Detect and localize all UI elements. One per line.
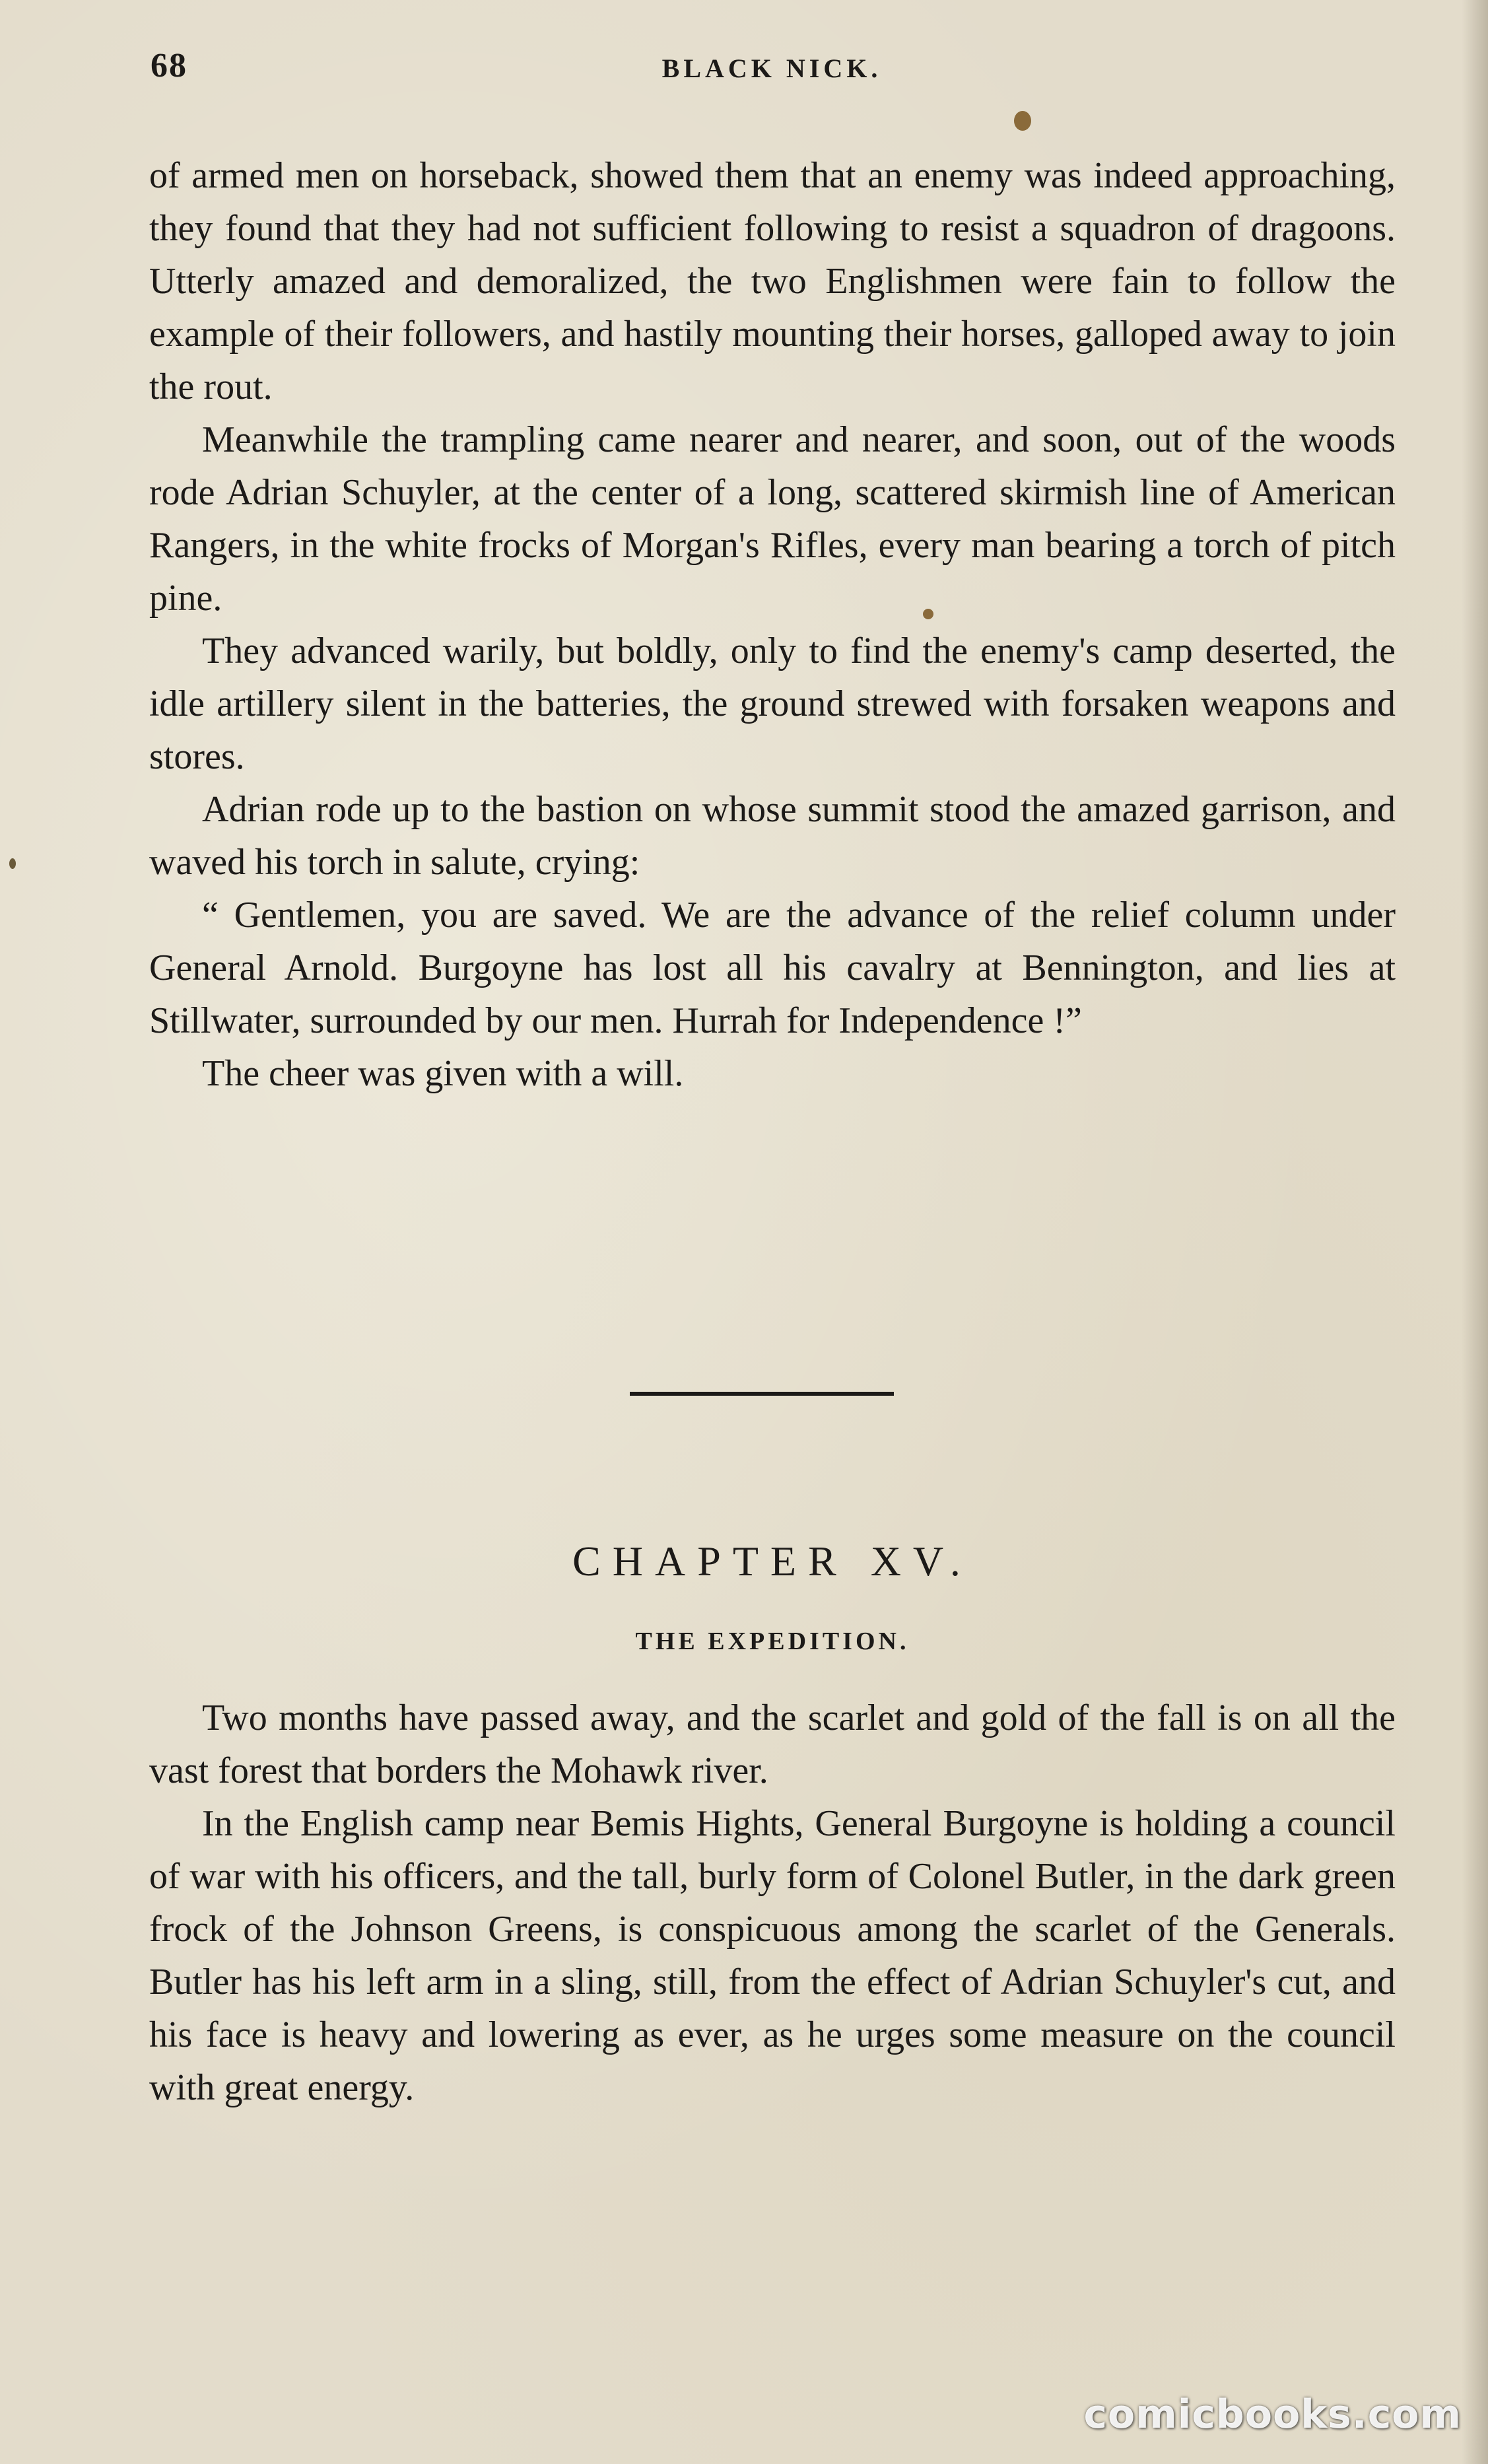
section-divider xyxy=(630,1392,894,1396)
paragraph: Meanwhile the trampling came nearer and nearer, and soon, out of the woods rode Adrian Schuyler, at the center of a long, scattered skirmish line of American Rangers, in the white frocks of Morgan's Rifles, every man bearing a torch of pitch pine. xyxy=(149,419,1396,619)
paragraph: of armed men on horseback, showed them that an enemy was indeed approaching, they found that they had not sufficient following to resist a squadron of dragoons. Utterly amazed and demoralized, the two Englishmen were fain to follow the example of their followers, and hastily mounting their horses, galloped away to join the rout. xyxy=(149,155,1396,407)
paragraph: In the English camp near Bemis Hights, General Burgoyne is holding a council of war with his officers, and the tall, burly form of Colonel Butler, in the dark green frock of the Johnson Greens, is conspicuous among the scarlet of the Generals. Butler has his left arm in a sling, still, from the effect of Adrian Schuyler's cut, and his face is heavy and lowering as ever, as he urges some measure on the council with great energy. xyxy=(149,1803,1396,2108)
paragraph: Adrian rode up to the bastion on whose summit stood the amazed garrison, and waved his torch in salute, crying: xyxy=(149,789,1396,883)
chapter-subtitle: THE EXPEDITION. xyxy=(635,1627,910,1655)
paragraph: The cheer was given with a will. xyxy=(202,1053,684,1094)
page-header xyxy=(151,46,1393,92)
body-text xyxy=(149,149,1396,1100)
page-edge-shadow xyxy=(1462,0,1488,2464)
watermark: comicbooks.com xyxy=(1083,2391,1462,2438)
paragraph: “ Gentlemen, you are saved. We are the advance of the relief column under General Arnold. Burgoyne has lost all his cavalry at Bennington, and lies at Stillwater, surrounded by our men. Hurrah for Independence !” xyxy=(149,895,1396,1041)
ink-speck xyxy=(9,858,16,869)
page-number: 68 xyxy=(151,47,187,85)
chapter-text xyxy=(149,1692,1396,2114)
ink-speck xyxy=(1014,111,1031,131)
running-head: BLACK NICK. xyxy=(661,53,882,83)
paragraph: Two months have passed away, and the scarlet and gold of the fall is on all the vast forest that borders the Mohawk river. xyxy=(149,1697,1396,1791)
paragraph: They advanced warily, but boldly, only to find the enemy's camp deserted, the idle artillery silent in the batteries, the ground strewed with forsaken weapons and stores. xyxy=(149,631,1396,777)
chapter-title: CHAPTER XV. xyxy=(572,1538,972,1585)
